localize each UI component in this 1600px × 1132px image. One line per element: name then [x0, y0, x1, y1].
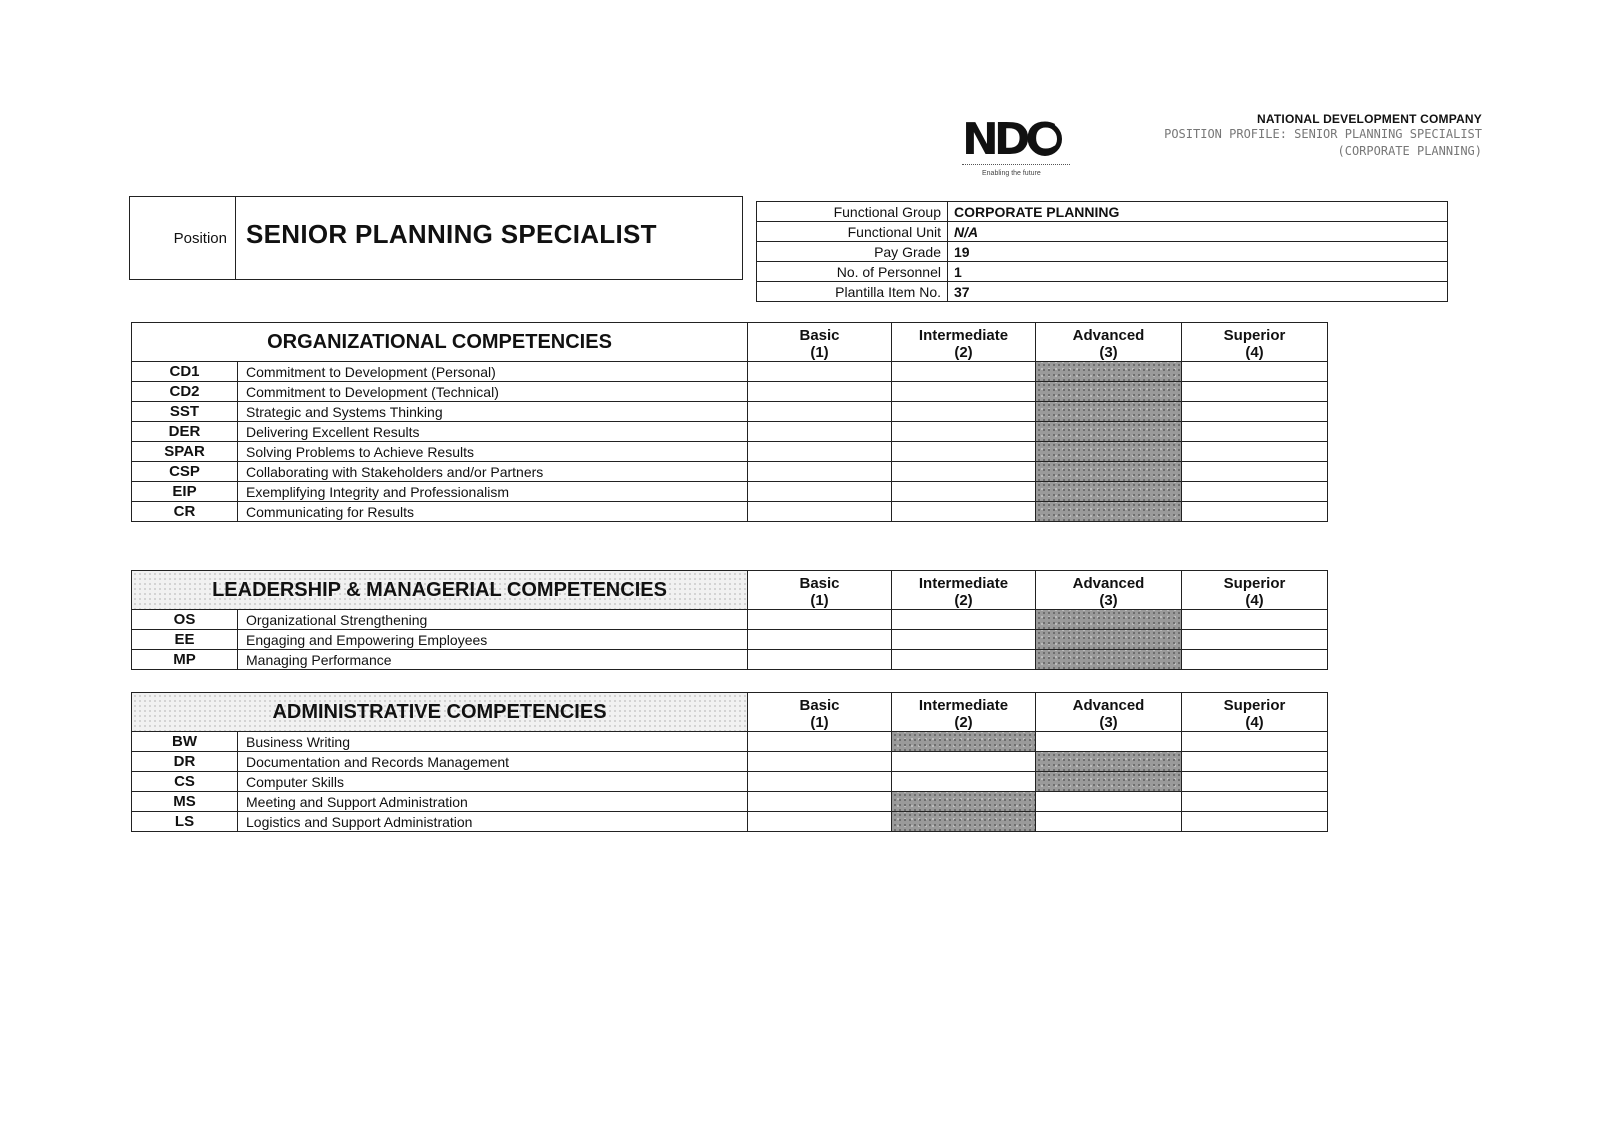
level-cell — [748, 382, 892, 402]
level-cell — [892, 442, 1036, 462]
level-header — [892, 323, 1036, 362]
position-label: Position — [130, 197, 236, 279]
level-number: (1) — [810, 714, 829, 731]
competency-name: Meeting and Support Administration — [238, 792, 748, 812]
level-cell — [1182, 382, 1328, 402]
competency-name: Delivering Excellent Results — [238, 422, 748, 442]
level-header — [1036, 571, 1182, 610]
info-row — [757, 282, 1448, 302]
level-cell — [1182, 422, 1328, 442]
section-header-row — [132, 323, 1328, 362]
level-cell — [1182, 482, 1328, 502]
level-cell — [892, 382, 1036, 402]
level-cell-marked — [892, 792, 1036, 812]
competency-code: DR — [132, 752, 238, 772]
level-cell-marked — [1036, 752, 1182, 772]
level-cell-marked — [1036, 442, 1182, 462]
level-cell — [1182, 772, 1328, 792]
company-name: NATIONAL DEVELOPMENT COMPANY — [1257, 112, 1482, 126]
level-cell — [1182, 502, 1328, 522]
competency-name: Business Writing — [238, 732, 748, 752]
competency-code: SPAR — [132, 442, 238, 462]
level-cell — [748, 502, 892, 522]
level-cell — [892, 362, 1036, 382]
level-cell — [1182, 752, 1328, 772]
section-header-row — [132, 693, 1328, 732]
competency-code: OS — [132, 610, 238, 630]
level-cell — [892, 402, 1036, 422]
level-header — [1182, 571, 1328, 610]
competency-code: LS — [132, 812, 238, 832]
position-profile-line: POSITION PROFILE: SENIOR PLANNING SPECIALIST — [1164, 127, 1482, 141]
level-cell — [1182, 630, 1328, 650]
competency-code: SST — [132, 402, 238, 422]
level-cell — [1182, 792, 1328, 812]
info-row — [757, 222, 1448, 242]
organizational-competencies-table — [131, 322, 1328, 522]
level-name: Basic — [799, 327, 840, 344]
level-cell — [748, 650, 892, 670]
level-number: (1) — [810, 592, 829, 609]
competency-row — [132, 462, 1328, 482]
position-title: SENIOR PLANNING SPECIALIST — [246, 219, 657, 249]
level-cell-marked — [892, 732, 1036, 752]
level-number: (2) — [954, 714, 973, 731]
level-cell — [748, 610, 892, 630]
logo-tagline: Enabling the future — [982, 170, 1041, 177]
competency-row — [132, 422, 1328, 442]
info-key: Functional Unit — [757, 222, 948, 242]
level-name: Intermediate — [918, 575, 1009, 592]
competency-code: BW — [132, 732, 238, 752]
competency-row — [132, 502, 1328, 522]
level-name: Advanced — [1072, 575, 1145, 592]
level-cell-marked — [1036, 610, 1182, 630]
level-number: (3) — [1099, 344, 1118, 361]
level-name: Superior — [1223, 575, 1286, 592]
level-cell-marked — [892, 812, 1036, 832]
level-name: Superior — [1223, 697, 1286, 714]
competency-code: CD1 — [132, 362, 238, 382]
level-cell-marked — [1036, 650, 1182, 670]
level-cell — [892, 502, 1036, 522]
level-cell — [1182, 362, 1328, 382]
competency-name: Exemplifying Integrity and Professionalism — [238, 482, 748, 502]
level-number: (4) — [1245, 592, 1264, 609]
level-cell — [892, 482, 1036, 502]
info-row — [757, 202, 1448, 222]
level-number: (4) — [1245, 714, 1264, 731]
section-title: ORGANIZATIONAL COMPETENCIES — [132, 323, 748, 362]
level-cell — [892, 422, 1036, 442]
competency-name: Communicating for Results — [238, 502, 748, 522]
competency-row — [132, 482, 1328, 502]
level-name: Basic — [799, 697, 840, 714]
info-value: 37 — [948, 282, 1448, 302]
level-header — [1036, 323, 1182, 362]
competency-name: Engaging and Empowering Employees — [238, 630, 748, 650]
competency-row — [132, 630, 1328, 650]
level-cell — [1182, 812, 1328, 832]
level-cell-marked — [1036, 482, 1182, 502]
level-cell-marked — [1036, 382, 1182, 402]
level-cell — [1182, 402, 1328, 422]
competency-code: DER — [132, 422, 238, 442]
level-cell — [748, 402, 892, 422]
level-cell — [1036, 812, 1182, 832]
level-number: (3) — [1099, 592, 1118, 609]
info-value: CORPORATE PLANNING — [948, 202, 1448, 222]
level-number: (3) — [1099, 714, 1118, 731]
competency-row — [132, 772, 1328, 792]
competency-code: MS — [132, 792, 238, 812]
level-header — [1182, 693, 1328, 732]
competency-name: Documentation and Records Management — [238, 752, 748, 772]
competency-name: Commitment to Development (Personal) — [238, 362, 748, 382]
level-cell — [1182, 732, 1328, 752]
level-header — [892, 693, 1036, 732]
level-name: Advanced — [1072, 327, 1145, 344]
info-key: Functional Group — [757, 202, 948, 222]
level-cell-marked — [1036, 502, 1182, 522]
level-name: Intermediate — [918, 697, 1009, 714]
level-cell — [892, 630, 1036, 650]
level-cell — [892, 752, 1036, 772]
level-cell — [748, 482, 892, 502]
logo-mark: NDC — [962, 114, 1053, 165]
level-cell — [892, 772, 1036, 792]
competency-name: Collaborating with Stakeholders and/or Partners — [238, 462, 748, 482]
competency-row — [132, 752, 1328, 772]
competency-row — [132, 442, 1328, 462]
level-cell-marked — [1036, 630, 1182, 650]
level-cell — [1182, 462, 1328, 482]
level-cell-marked — [1036, 402, 1182, 422]
competency-row — [132, 732, 1328, 752]
competency-row — [132, 650, 1328, 670]
logo-underline — [962, 164, 1070, 165]
level-header — [1036, 693, 1182, 732]
level-cell — [748, 442, 892, 462]
competency-row — [132, 362, 1328, 382]
level-header — [748, 693, 892, 732]
info-row — [757, 242, 1448, 262]
competency-code: EIP — [132, 482, 238, 502]
level-number: (4) — [1245, 344, 1264, 361]
section-header-row — [132, 571, 1328, 610]
level-cell — [748, 630, 892, 650]
info-value: N/A — [948, 222, 1448, 242]
leadership-managerial-competencies-table — [131, 570, 1328, 670]
level-name: Advanced — [1072, 697, 1145, 714]
level-cell — [892, 462, 1036, 482]
competency-code: CSP — [132, 462, 238, 482]
info-row — [757, 262, 1448, 282]
department-line: (CORPORATE PLANNING) — [1337, 144, 1482, 158]
competency-row — [132, 792, 1328, 812]
info-key: No. of Personnel — [757, 262, 948, 282]
level-cell — [1182, 610, 1328, 630]
administrative-competencies-table — [131, 692, 1328, 832]
section-title: LEADERSHIP & MANAGERIAL COMPETENCIES — [132, 571, 748, 610]
competency-row — [132, 610, 1328, 630]
logo-ring-icon — [1028, 122, 1062, 156]
level-cell-marked — [1036, 772, 1182, 792]
competency-code: CS — [132, 772, 238, 792]
info-value: 1 — [948, 262, 1448, 282]
level-cell — [748, 422, 892, 442]
competency-code: CR — [132, 502, 238, 522]
ndc-logo — [962, 114, 1080, 180]
competency-row — [132, 382, 1328, 402]
level-cell-marked — [1036, 362, 1182, 382]
competency-row — [132, 812, 1328, 832]
level-number: (2) — [954, 344, 973, 361]
level-cell — [1182, 442, 1328, 462]
info-key: Plantilla Item No. — [757, 282, 948, 302]
competency-name: Organizational Strengthening — [238, 610, 748, 630]
competency-name: Strategic and Systems Thinking — [238, 402, 748, 422]
level-cell-marked — [1036, 422, 1182, 442]
position-info-table — [756, 201, 1448, 302]
competency-name: Commitment to Development (Technical) — [238, 382, 748, 402]
competency-name: Managing Performance — [238, 650, 748, 670]
level-cell — [748, 732, 892, 752]
competency-name: Computer Skills — [238, 772, 748, 792]
competency-name: Logistics and Support Administration — [238, 812, 748, 832]
info-key: Pay Grade — [757, 242, 948, 262]
info-value: 19 — [948, 242, 1448, 262]
level-header — [748, 571, 892, 610]
level-cell — [892, 650, 1036, 670]
competency-name: Solving Problems to Achieve Results — [238, 442, 748, 462]
level-header — [748, 323, 892, 362]
level-cell — [748, 812, 892, 832]
position-box — [129, 196, 743, 280]
level-cell — [748, 462, 892, 482]
level-number: (1) — [810, 344, 829, 361]
level-cell — [748, 752, 892, 772]
level-cell — [1036, 792, 1182, 812]
level-header — [892, 571, 1036, 610]
level-cell — [748, 792, 892, 812]
competency-code: CD2 — [132, 382, 238, 402]
level-name: Superior — [1223, 327, 1286, 344]
level-name: Intermediate — [918, 327, 1009, 344]
competency-code: MP — [132, 650, 238, 670]
level-cell-marked — [1036, 462, 1182, 482]
level-cell — [748, 362, 892, 382]
competency-row — [132, 402, 1328, 422]
level-header — [1182, 323, 1328, 362]
level-cell — [1182, 650, 1328, 670]
competency-code: EE — [132, 630, 238, 650]
level-name: Basic — [799, 575, 840, 592]
company-header — [1164, 112, 1482, 160]
level-number: (2) — [954, 592, 973, 609]
level-cell — [1036, 732, 1182, 752]
level-cell — [748, 772, 892, 792]
level-cell — [892, 610, 1036, 630]
section-title: ADMINISTRATIVE COMPETENCIES — [132, 693, 748, 732]
